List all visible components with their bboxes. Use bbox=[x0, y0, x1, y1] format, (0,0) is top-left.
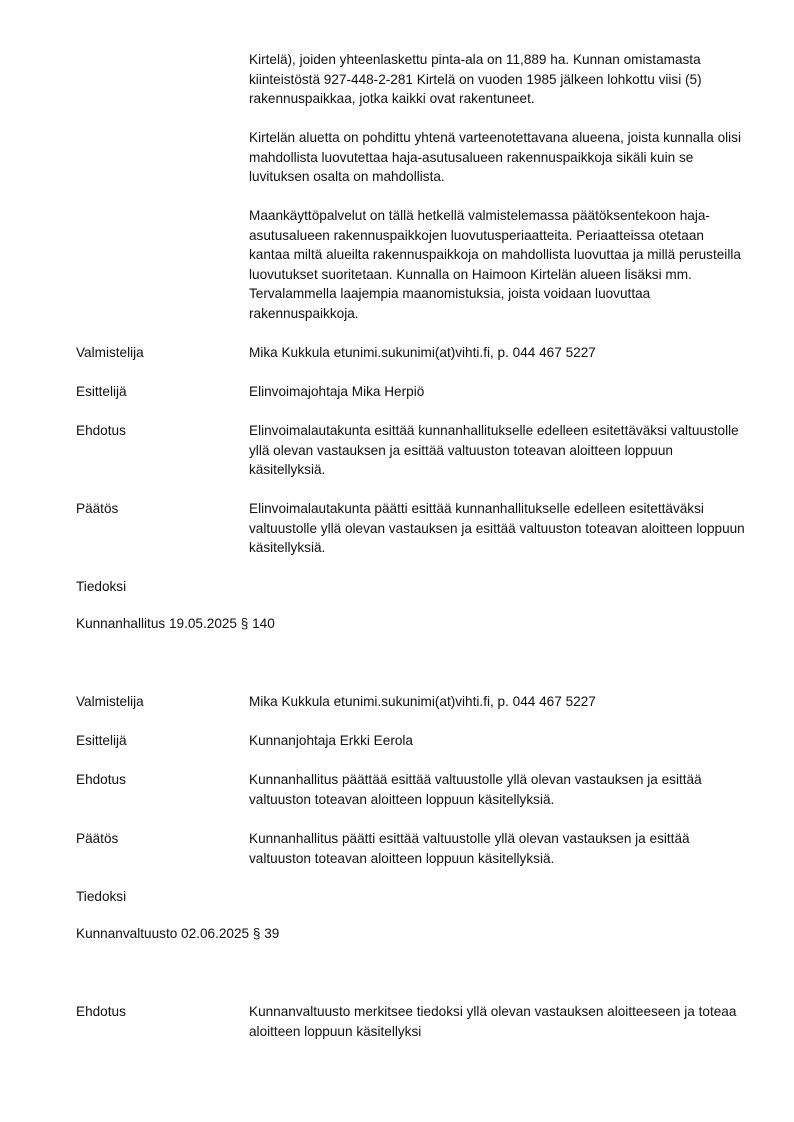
paatos-text: Kunnanhallitus päätti esittää valtuustolle yllä olevan vastauksen ja esittää valtuuston toteavan aloitteen loppuun käsitellyksiä. bbox=[249, 831, 690, 866]
valmistelija-label: Valmistelija bbox=[76, 694, 144, 709]
meeting-heading-kunnanhallitus: Kunnanhallitus 19.05.2025 § 140 bbox=[76, 616, 275, 631]
ehdotus-label: Ehdotus bbox=[76, 772, 126, 787]
valmistelija-label: Valmistelija bbox=[76, 345, 144, 360]
intro-paragraph-1: Kirtelä), joiden yhteenlaskettu pinta-ala on 11,889 ha. Kunnan omistamasta kiinteistöstä 927-448-2-281 Kirtelä on vuoden 1985 jälkeen lohkottu viisi (5) rakennuspaikkaa, jotka kaikki ovat rakentuneet. bbox=[249, 52, 702, 107]
meeting-heading-kunnanvaltuusto: Kunnanvaltuusto 02.06.2025 § 39 bbox=[76, 926, 280, 941]
tiedoksi-label: Tiedoksi bbox=[76, 889, 127, 904]
valmistelija-value: Mika Kukkula etunimi.sukunimi(at)vihti.fi, p. 044 467 5227 bbox=[249, 345, 596, 360]
ehdotus-text: Kunnanvaltuusto merkitsee tiedoksi yllä olevan vastauksen aloitteeseen ja toteaa aloitteen loppuun käsitellyksi bbox=[249, 1004, 737, 1039]
ehdotus-label: Ehdotus bbox=[76, 1004, 126, 1019]
paatos-label: Päätös bbox=[76, 501, 119, 516]
esittelija-label: Esittelijä bbox=[76, 733, 127, 748]
paatos-text: Elinvoimalautakunta päätti esittää kunnanhallitukselle edelleen esitettäväksi valtuustolle yllä olevan vastauksen ja esittää valtuuston toteavan aloitteen loppuun käsitellyksiä. bbox=[249, 501, 745, 556]
ehdotus-text: Kunnanhallitus päättää esittää valtuustolle yllä olevan vastauksen ja esittää valtuuston toteavan aloitteen loppuun käsitellyksiä. bbox=[249, 772, 702, 807]
tiedoksi-label: Tiedoksi bbox=[76, 579, 127, 594]
ehdotus-text: Elinvoimalautakunta esittää kunnanhallitukselle edelleen esitettäväksi valtuustolle yllä olevan vastauksen ja esittää valtuuston toteavan aloitteen loppuun käsitellyksiä. bbox=[249, 423, 739, 478]
esittelija-value: Kunnanjohtaja Erkki Eerola bbox=[249, 733, 413, 748]
esittelija-label: Esittelijä bbox=[76, 384, 127, 399]
intro-paragraph-3: Maankäyttöpalvelut on tällä hetkellä valmistelemassa päätöksentekoon haja-asutusalueen rakennuspaikkojen luovutusperiaatteita. Periaatteissa otetaan kantaa miltä alueilta rakennuspaikkoja on mahdollista luovuttaa ja millä perusteilla luovutukset suoritetaan. Kunnalla on Haimoon Kirtelän alueen lisäksi mm. Tervalammella laajempia maanomistuksia, joista voidaan luovuttaa rakennuspaikkoja. bbox=[249, 208, 741, 321]
esittelija-value: Elinvoimajohtaja Mika Herpiö bbox=[249, 384, 425, 399]
valmistelija-value: Mika Kukkula etunimi.sukunimi(at)vihti.fi, p. 044 467 5227 bbox=[249, 694, 596, 709]
ehdotus-label: Ehdotus bbox=[76, 423, 126, 438]
intro-paragraph-2: Kirtelän aluetta on pohdittu yhtenä varteenotettavana alueena, joista kunnalla olisi mahdollista luovutettaa haja-asutusalueen rakennuspaikkoja sikäli kuin se luvituksen osalta on mahdollista. bbox=[249, 130, 741, 185]
paatos-label: Päätös bbox=[76, 831, 119, 846]
